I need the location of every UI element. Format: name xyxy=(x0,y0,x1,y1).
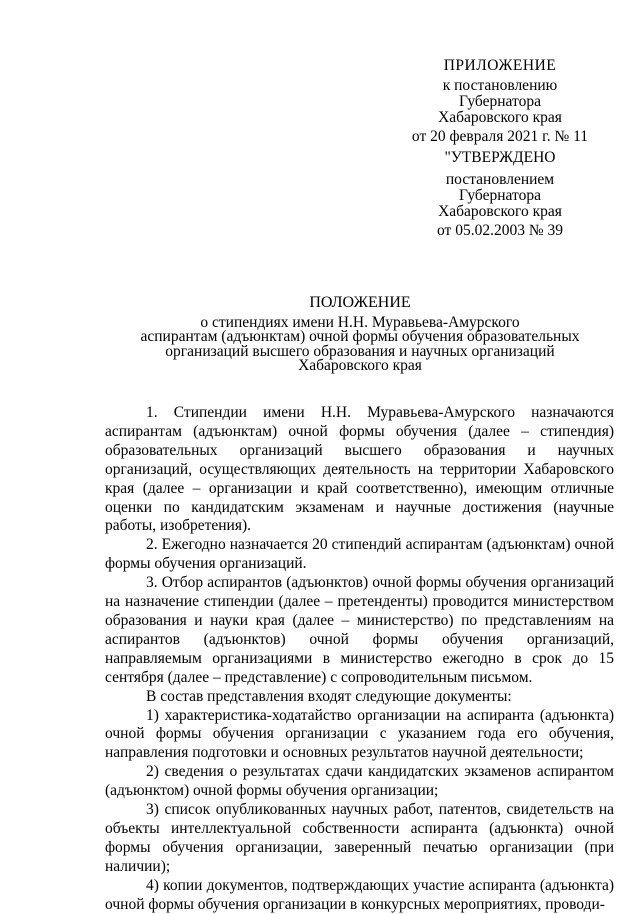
paragraph: 4) копии документов, подтверждающих участие аспиранта (адъюнкта) очной формы обучения организации в конкурсных мероприятиях, проводи- xyxy=(105,876,614,913)
appendix-date-line: от 20 февраля 2021 г. № 11 xyxy=(411,128,589,145)
appendix-line: Хабаровского края xyxy=(438,109,562,126)
paragraph: В состав представления входят следующие документы: xyxy=(146,687,512,705)
regulation-subtitle-line: аспирантам (адъюнктам) очной формы обучения образовательных xyxy=(140,328,580,345)
appendix-line: Губернатора xyxy=(459,93,541,110)
regulation-subtitle-line: Хабаровского края xyxy=(298,357,422,374)
paragraph: 1) характеристика-ходатайство организации на аспиранта (адъюнкта) очной формы обучения организации с указанием года его обучения, направления подготовки и основных результатов научной деятельности; xyxy=(105,706,614,762)
regulation-title-block xyxy=(100,296,620,374)
regulation-title: ПОЛОЖЕНИЕ xyxy=(309,294,411,311)
paragraph: 1. Стипендии имени Н.Н. Муравьева-Амурского назначаются аспирантам (адъюнктам) очной формы обучения (далее – стипендия) образовательных организаций высшего образования и научных организаций, осуществляющих деятельность на территории Хабаровского края (далее – организации и край соответственно), имеющим отличные оценки по кандидатским экзаменам и научные достижения (научные работы, изобретения). xyxy=(105,404,614,535)
appendix-heading: ПРИЛОЖЕНИЕ xyxy=(443,57,557,74)
regulation-subtitle-line: организаций высшего образования и научных организаций xyxy=(165,342,555,360)
approved-heading: "УТВЕРЖДЕНО xyxy=(444,149,556,166)
approved-date-line: от 05.02.2003 № 39 xyxy=(437,222,563,239)
approved-line: Хабаровского края xyxy=(438,203,562,220)
appendix-line: к постановлению xyxy=(442,77,558,94)
approved-block xyxy=(400,150,600,239)
paragraph: 3) список опубликованных научных работ, патентов, свидетельств на объекты интеллектуальной собственности аспиранта (адъюнкта) очной формы обучения организации, заверенный печатью организации (при наличии); xyxy=(105,801,614,875)
regulation-body xyxy=(105,404,614,914)
appendix-block xyxy=(400,58,600,145)
regulation-subtitle-line: о стипендиях имени Н.Н. Муравьева-Амурского xyxy=(200,313,520,331)
paragraph: 2. Ежегодно назначается 20 стипендий аспирантам (адъюнктам) очной формы обучения организаций. xyxy=(105,536,614,573)
approved-line: Губернатора xyxy=(459,187,541,204)
paragraph: 2) сведения о результатах сдачи кандидатских экзаменов аспирантом (адъюнктом) очной формы обучения организации; xyxy=(105,763,614,800)
paragraph: 3. Отбор аспирантов (адъюнктов) очной формы обучения организаций на назначение стипендии (далее – претенденты) проводится министерством образования и науки края (далее – министерство) по представлениям на аспирантов (адъюнктов) очной формы обучения организаций, направляемым организациями в министерство ежегодно в срок до 15 сентября (далее – представление) с сопроводительным письмом. xyxy=(105,574,614,686)
approved-line: постановлением xyxy=(445,171,555,188)
